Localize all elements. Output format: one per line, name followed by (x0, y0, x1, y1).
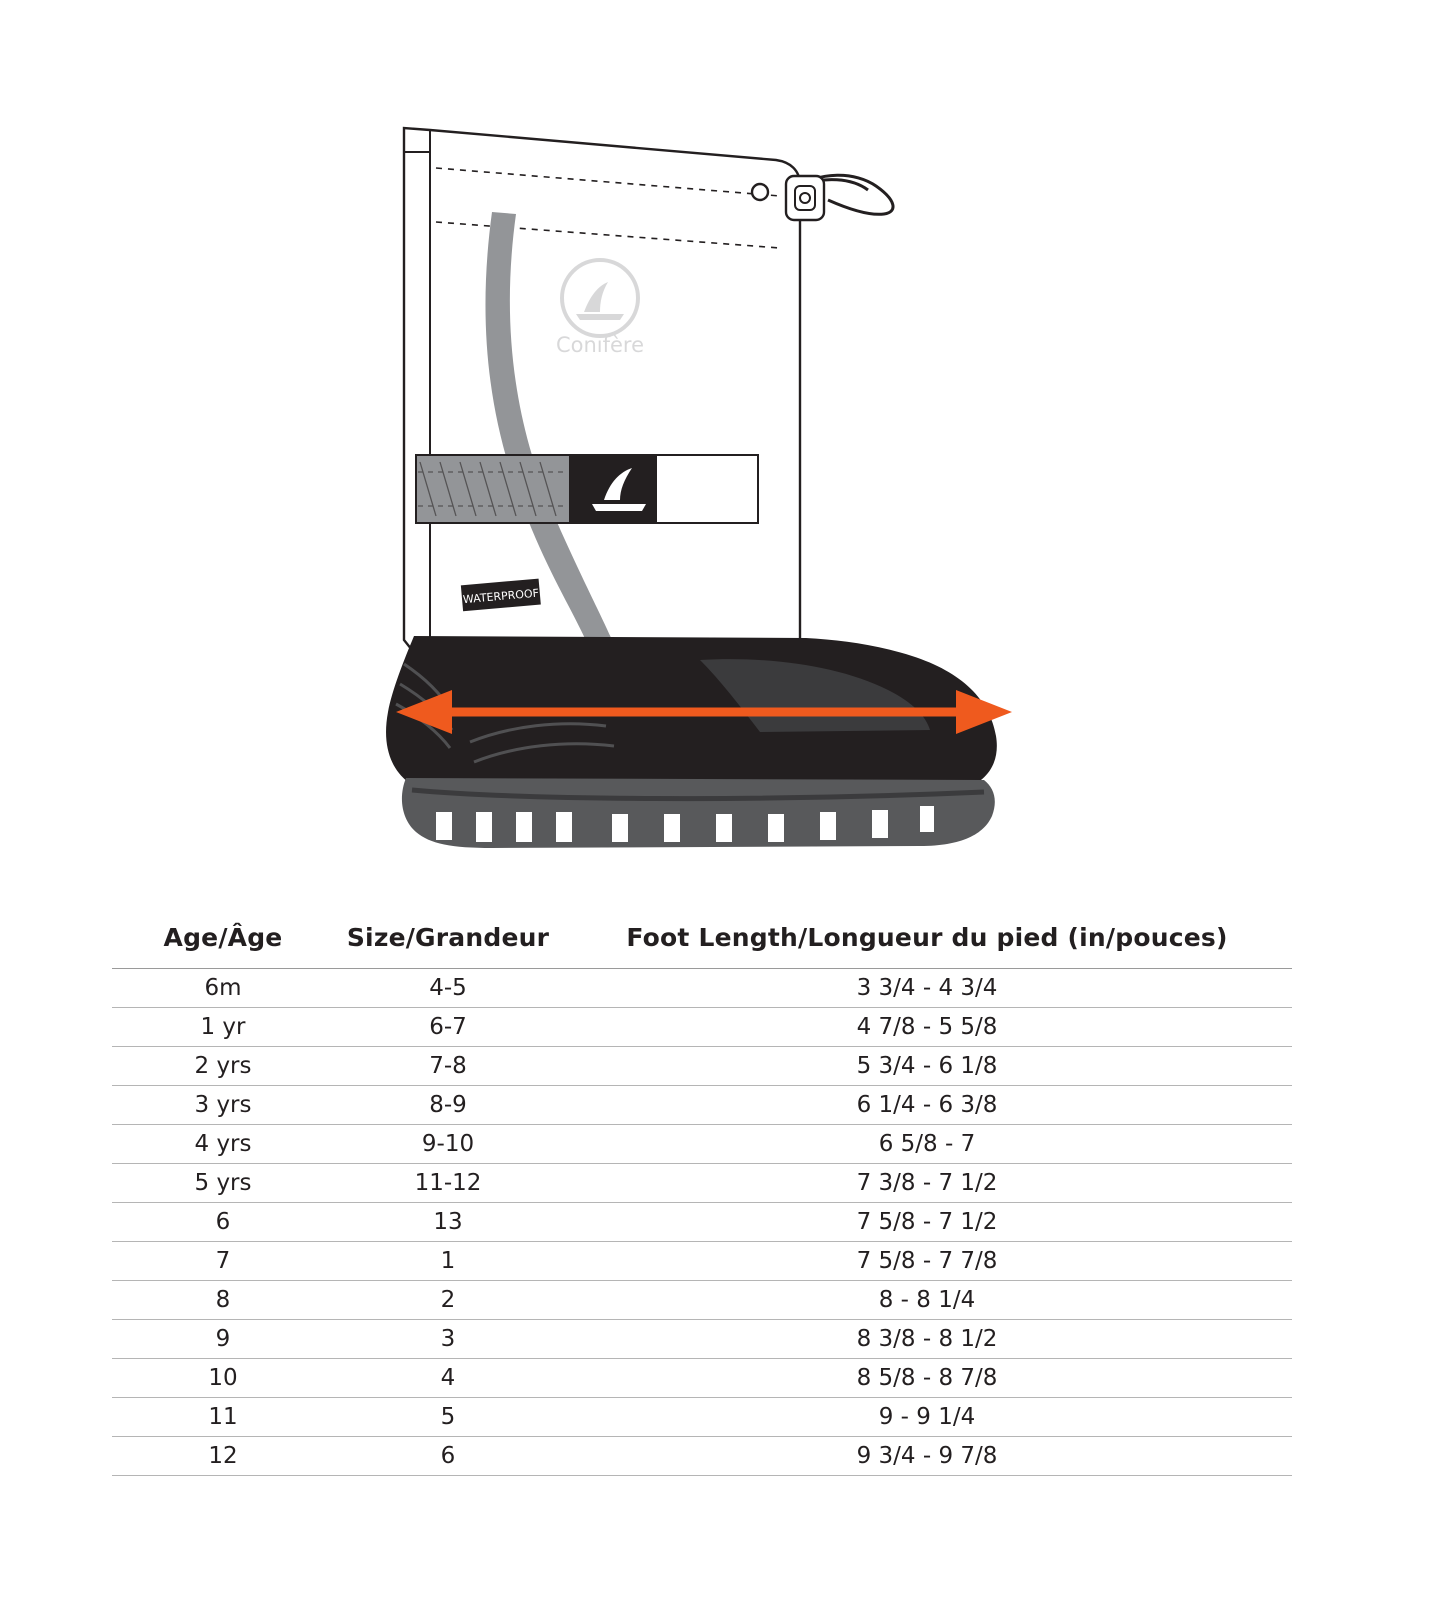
cell-foot-length: 7 3/8 - 7 1/2 (562, 1164, 1292, 1203)
cell-size: 2 (334, 1281, 562, 1320)
cell-size: 13 (334, 1203, 562, 1242)
table-row (112, 969, 1292, 1008)
cell-age: 10 (112, 1359, 334, 1398)
table-row (112, 1398, 1292, 1437)
table-row (112, 1086, 1292, 1125)
waterproof-label: WATERPROOF (462, 586, 540, 607)
table-row (112, 1125, 1292, 1164)
cell-age: 4 yrs (112, 1125, 334, 1164)
cell-size: 11-12 (334, 1164, 562, 1203)
cell-foot-length: 8 - 8 1/4 (562, 1281, 1292, 1320)
cell-age: 11 (112, 1398, 334, 1437)
cell-foot-length: 3 3/4 - 4 3/4 (562, 969, 1292, 1008)
cell-foot-length: 9 3/4 - 9 7/8 (562, 1437, 1292, 1476)
cell-size: 4 (334, 1359, 562, 1398)
cell-foot-length: 8 3/8 - 8 1/2 (562, 1320, 1292, 1359)
cell-age: 8 (112, 1281, 334, 1320)
cell-age: 2 yrs (112, 1047, 334, 1086)
cell-foot-length: 7 5/8 - 7 7/8 (562, 1242, 1292, 1281)
cell-age: 9 (112, 1320, 334, 1359)
size-chart-table-wrap (112, 915, 1292, 1476)
cell-foot-length: 4 7/8 - 5 5/8 (562, 1008, 1292, 1047)
cell-size: 3 (334, 1320, 562, 1359)
size-chart-table (112, 915, 1292, 1476)
table-row (112, 1437, 1292, 1476)
cell-age: 1 yr (112, 1008, 334, 1047)
column-header-size: Size/Grandeur (346, 923, 550, 952)
table-row (112, 1281, 1292, 1320)
table-row (112, 1203, 1292, 1242)
cell-age: 6m (112, 969, 334, 1008)
boot-strap (416, 455, 758, 523)
column-header-age: Age/Âge (163, 923, 283, 952)
cell-age: 6 (112, 1203, 334, 1242)
cell-size: 5 (334, 1398, 562, 1437)
cell-age: 3 yrs (112, 1086, 334, 1125)
cell-size: 4-5 (334, 969, 562, 1008)
cord-lock-toggle (786, 176, 824, 220)
cell-size: 9-10 (334, 1125, 562, 1164)
table-row (112, 1359, 1292, 1398)
table-row (112, 1047, 1292, 1086)
cell-size: 6 (334, 1437, 562, 1476)
cell-age: 7 (112, 1242, 334, 1281)
cord-eyelet (752, 184, 768, 200)
brand-text: Conifère (555, 333, 645, 357)
boot-outsole (402, 778, 995, 848)
cell-size: 8-9 (334, 1086, 562, 1125)
boot-shaft (404, 128, 800, 660)
cell-foot-length: 6 5/8 - 7 (562, 1125, 1292, 1164)
cell-foot-length: 7 5/8 - 7 1/2 (562, 1203, 1292, 1242)
table-row (112, 1008, 1292, 1047)
cell-age: 12 (112, 1437, 334, 1476)
table-row (112, 1320, 1292, 1359)
table-header-row (112, 915, 1292, 969)
cell-size: 6-7 (334, 1008, 562, 1047)
table-row (112, 1164, 1292, 1203)
cell-size: 1 (334, 1242, 562, 1281)
cell-foot-length: 5 3/4 - 6 1/8 (562, 1047, 1292, 1086)
cell-foot-length: 8 5/8 - 8 7/8 (562, 1359, 1292, 1398)
cell-age: 5 yrs (112, 1164, 334, 1203)
cell-foot-length: 6 1/4 - 6 3/8 (562, 1086, 1292, 1125)
cell-size: 7-8 (334, 1047, 562, 1086)
cell-foot-length: 9 - 9 1/4 (562, 1398, 1292, 1437)
table-row (112, 1242, 1292, 1281)
column-header-foot-length: Foot Length/Longueur du pied (in/pouces) (626, 923, 1228, 952)
